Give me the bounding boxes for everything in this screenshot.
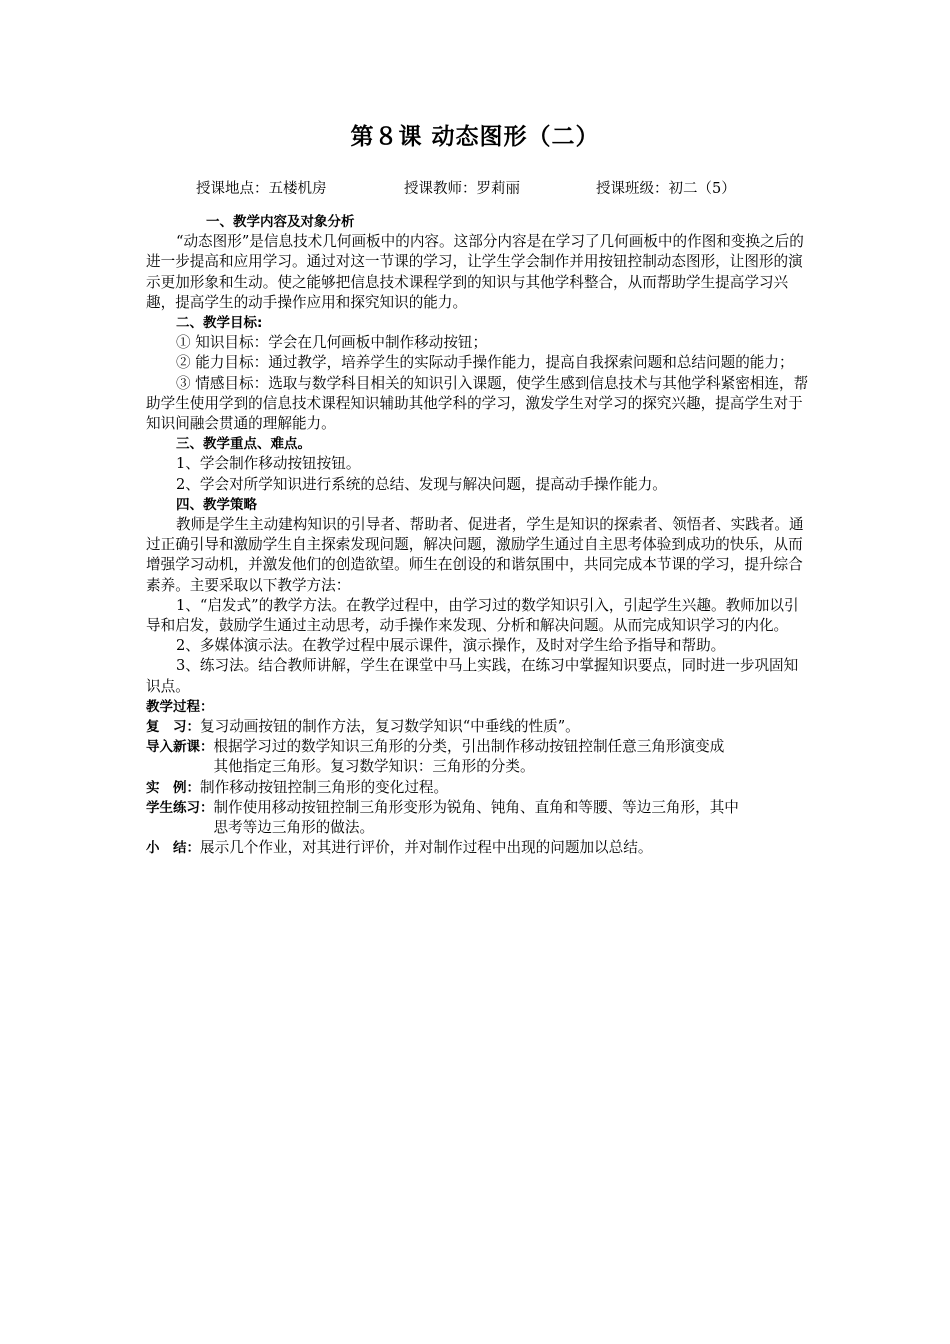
method-item: 3、练习法。结合教师讲解，学生在课堂中马上实践，在练习中掌握知识要点，同时进一步巩固知识点。 — [146, 657, 799, 695]
document-body — [146, 212, 810, 859]
process-intro-line: 其他指定三角形。复习数学知识：三角形的分类。 — [213, 758, 535, 776]
method-item: 2、多媒体演示法。在教学过程中展示课件，演示操作，及时对学生给予指导和帮助。 — [176, 637, 726, 655]
section-1-paragraph: “动态图形”是信息技术几何画板中的内容。这部分内容是在学习了几何画板中的作图和变换之后的进一步提高和应用学习。通过对这一节课的学习，让学生学会制作并用按钮控制动态图形，让图形的演示更加形象和生动。使之能够把信息技术课程学到的知识与其他学科整合，从而帮助学生提高学习兴趣，提高学生的动手操作应用和探究知识的能力。 — [146, 233, 804, 311]
meta-teacher: 授课教师：罗莉丽 — [404, 181, 520, 197]
process-practice-line: 思考等边三角形的做法。 — [213, 819, 375, 837]
section-heading-3: 三、教学重点、难点。 — [176, 436, 311, 453]
lesson-meta — [196, 177, 816, 198]
goal-item: ③ 情感目标：选取与数学科目相关的知识引入课题，使学生感到信息技术与其他学科紧密相连，帮助学生使用学到的信息技术课程知识辅助其他学科的学习，激发学生对学习的探究兴趣，提高学生对于知识间融会贯通的理解能力。 — [146, 374, 809, 433]
process-intro-label: 导入新课： — [146, 739, 214, 756]
process-heading: 教学过程： — [146, 698, 214, 715]
process-example — [146, 778, 810, 798]
method-item: 1、“启发式”的教学方法。在教学过程中，由学习过的数学知识引入，引起学生兴趣。教师加以引导和启发，鼓励学生通过主动思考，动手操作来发现、分析和解决问题。从而完成知识学习的内化。 — [146, 596, 799, 635]
keypoint-item: 1、学会制作移动按钮按钮。 — [176, 455, 361, 473]
meta-location: 授课地点：五楼机房 — [196, 181, 327, 197]
meta-class: 授课班级：初二（5） — [596, 181, 736, 197]
process-summary-text: 展示几个作业，对其进行评价，并对制作过程中出现的问题加以总结。 — [200, 839, 653, 857]
section-heading-4: 四、教学策略 — [176, 496, 257, 513]
section-heading-1: 一、教学内容及对象分析 — [206, 214, 355, 230]
goal-item: ① 知识目标：学会在几何画板中制作移动按钮； — [176, 334, 488, 352]
process-summary — [146, 838, 810, 858]
process-example-label: 实 例： — [146, 779, 200, 796]
process-example-text: 制作移动按钮控制三角形的变化过程。 — [200, 778, 449, 796]
process-practice-label: 学生练习： — [146, 799, 214, 816]
process-review-label: 复 习： — [146, 719, 200, 736]
section-heading-2: 二、教学目标: — [176, 315, 263, 332]
process-review-text: 复习动画按钮的制作方法，复习数学知识“中垂线的性质”。 — [200, 718, 580, 736]
process-intro-line: 根据学习过的数学知识三角形的分类，引出制作移动按钮控制任意三角形演变成 — [213, 738, 725, 756]
goal-item: ② 能力目标：通过教学，培养学生的实际动手操作能力，提高自我探索问题和总结问题的能力； — [176, 354, 794, 372]
page-title: 第８课 动态图形（二） — [350, 124, 600, 150]
process-summary-label: 小 结： — [146, 840, 200, 857]
process-review — [146, 717, 810, 737]
process-intro — [146, 737, 810, 777]
process-practice-line: 制作使用移动按钮控制三角形变形为锐角、钝角、直角和等腰、等边三角形，其中 — [213, 798, 739, 816]
process-practice — [146, 798, 810, 838]
keypoint-item: 2、学会对所学知识进行系统的总结、发现与解决问题，提高动手操作能力。 — [176, 475, 667, 493]
section-4-paragraph: 教师是学生主动建构知识的引导者、帮助者、促进者，学生是知识的探索者、领悟者、实践者。通过正确引导和激励学生自主探索发现问题，解决问题，激励学生通过自主思考体验到成功的快乐，从而增强学习动机，并激发他们的创造欲望。师生在创设的和谐氛围中，共同完成本节课的学习，提升综合素养。主要采取以下教学方法： — [146, 516, 804, 594]
